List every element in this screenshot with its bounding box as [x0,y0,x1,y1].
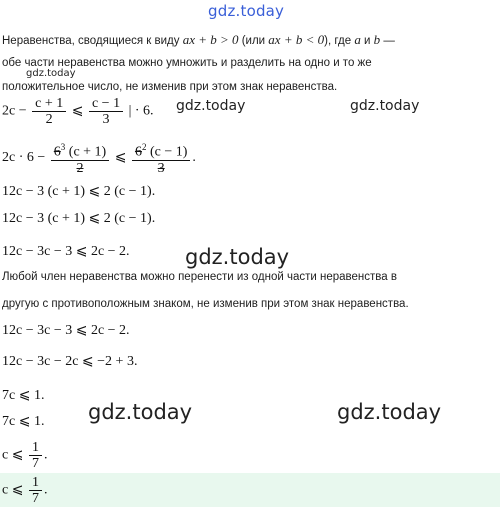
paragraph-2-line-2: другую с противоположным знаком, не изменив при этом знак неравенства. [2,298,409,310]
math-line-2 [2,140,196,176]
fraction [89,96,123,127]
answer-highlight [0,473,500,507]
paragraph-1-line-1 [2,33,395,48]
fraction-denominator: 3 [157,160,165,176]
text-segment: — [380,35,395,47]
watermark-small-1: gdz.today [176,98,246,114]
watermark-big-1: gdz.today [185,245,290,269]
math-line-11-answer [2,475,47,506]
math-line-5: 12c − 3c − 3 ⩽ 2c − 2. [2,244,130,259]
fraction-denominator: 7 [31,456,39,471]
fraction-numerator [51,140,109,161]
fraction [32,96,66,127]
fraction-numerator: 1 [29,440,42,456]
fraction [51,140,109,176]
numerator-rest: (c − 1) [146,144,188,160]
math-term: . [192,150,196,166]
text-segment: (или [238,35,269,47]
watermark-top: gdz.today [208,2,285,20]
text-segment: Неравенства, сводящиеся к виду [2,35,183,47]
fraction-numerator: c − 1 [89,96,123,112]
cancelled-factor: 6 [134,144,142,160]
fraction [132,140,190,176]
fraction-numerator [132,140,190,161]
fraction-denominator: 3 [102,112,110,127]
reduced-factor: 3 [60,142,66,152]
expr-ax-b-gt-0: ax + b > 0 [182,32,239,47]
var-a: a [354,32,361,47]
expr-ax-b-lt-0: ax + b < 0 [268,32,325,47]
fraction-numerator: c + 1 [32,96,66,112]
fraction-denominator: 2 [76,160,84,176]
math-line-1 [2,96,154,127]
watermark-big-3: gdz.today [337,400,442,424]
fraction-numerator: 1 [29,475,42,491]
math-line-9: 7c ⩽ 1. [2,414,45,429]
numerator-rest: (c + 1) [65,144,107,160]
watermark-small-2: gdz.today [350,98,420,114]
math-term: | · 6. [125,103,154,119]
fraction-denominator: 7 [31,491,39,506]
math-term: . [43,447,48,463]
math-term: c ⩽ [2,447,27,463]
math-term: c ⩽ [2,482,27,498]
math-line-8: 7c ⩽ 1. [2,388,45,403]
text-segment: и [360,35,374,47]
var-b: b [373,32,381,47]
fraction [29,440,42,471]
text-segment: ), где [324,35,355,47]
paragraph-1-line-2: обе части неравенства можно умножить и разделить на одно и то же [2,57,372,69]
reduced-factor: 2 [141,142,147,152]
watermark-tiny: gdz.today [26,68,76,79]
fraction-denominator: 2 [45,112,53,127]
paragraph-2-line-1: Любой член неравенства можно перенести из одной части неравенства в [2,271,397,283]
math-operator: ⩽ [68,103,87,119]
math-line-4: 12c − 3 (c + 1) ⩽ 2 (c − 1). [2,211,156,226]
watermark-big-2: gdz.today [88,400,193,424]
math-line-7: 12c − 3c − 2c ⩽ −2 + 3. [2,354,138,369]
math-operator: ⩽ [111,150,130,166]
math-line-3: 12c − 3 (c + 1) ⩽ 2 (c − 1). [2,184,156,199]
math-term: . [43,482,48,498]
cancelled-factor: 6 [53,144,61,160]
math-term: 2c · 6 − [2,150,49,166]
math-line-6: 12c − 3c − 3 ⩽ 2c − 2. [2,323,130,338]
paragraph-1-line-3: положительное число, не изменив при этом знак неравенства. [2,81,338,93]
fraction [29,475,42,506]
math-line-10 [2,440,47,471]
math-term: 2c − [2,103,31,119]
